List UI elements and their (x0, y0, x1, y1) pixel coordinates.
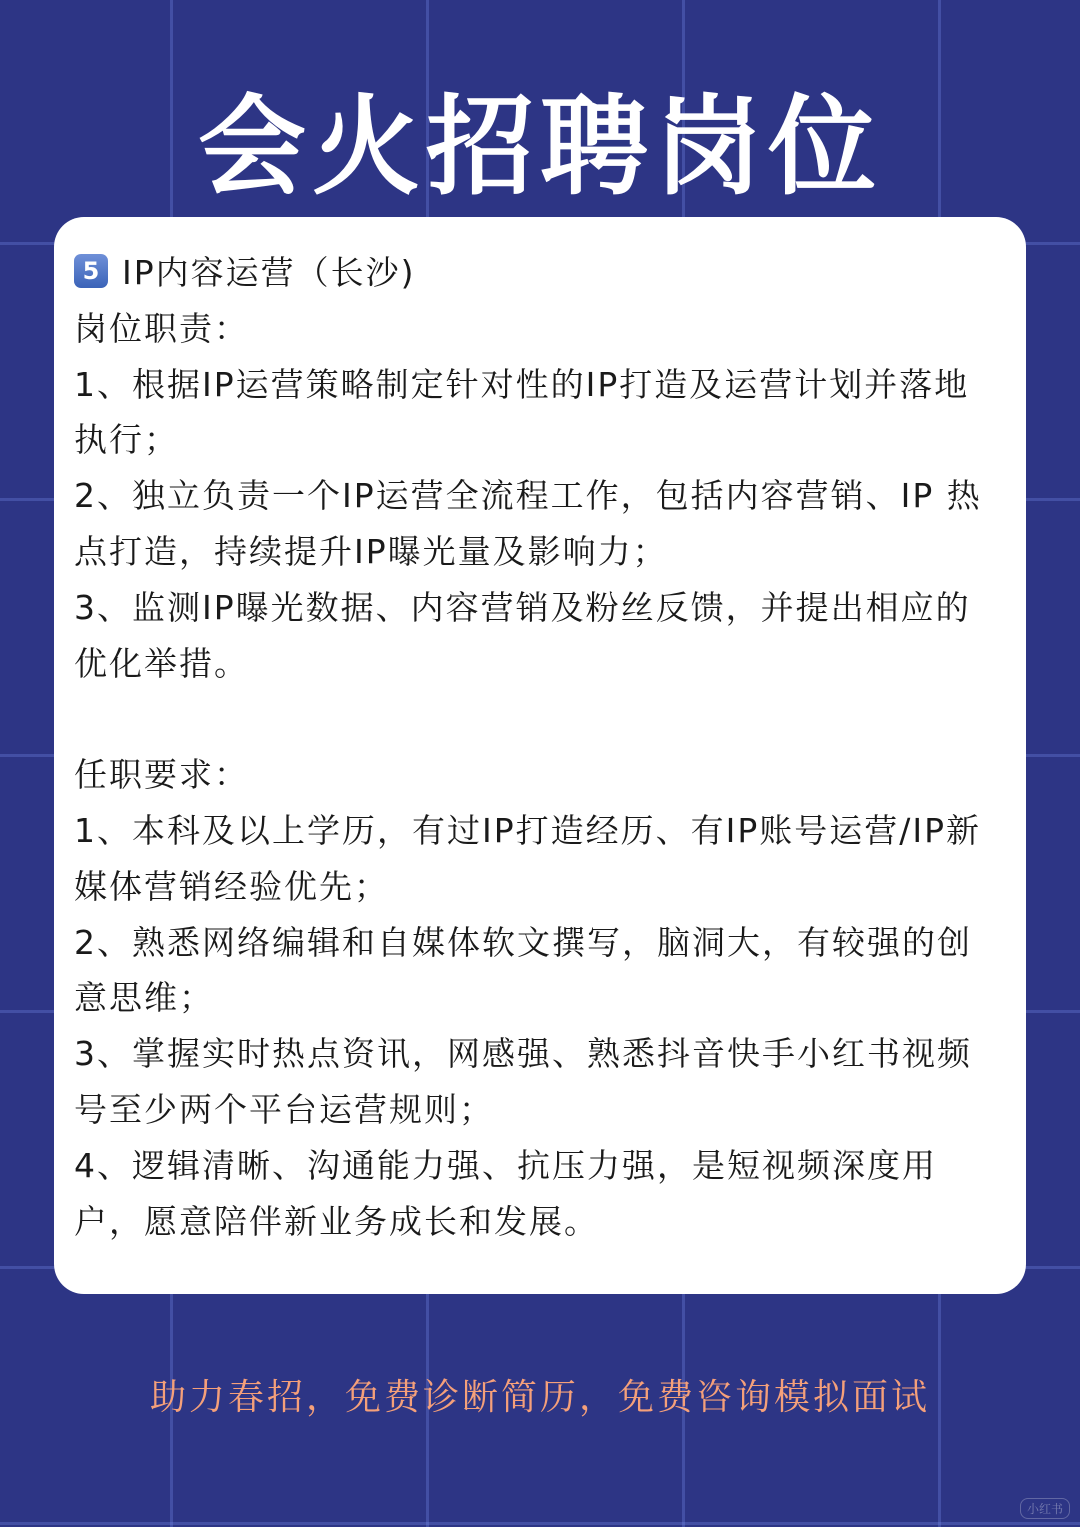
number-badge: 5 (74, 254, 108, 288)
duty-line: 3、监测IP曝光数据、内容营销及粉丝反馈，并提出相应的 (74, 587, 971, 627)
requirement-line: 1、本科及以上学历，有过IP打造经历、有IP账号运营/IP新 (74, 810, 982, 850)
requirement-line: 2、熟悉网络编辑和自媒体软文撰写，脑洞大，有较强的创 (74, 922, 972, 962)
job-post-card (54, 217, 1026, 1294)
requirement-line: 号至少两个平台运营规则； (74, 1089, 494, 1129)
watermark-logo: 小红书 (1020, 1498, 1070, 1519)
requirement-line: 4、逻辑清晰、沟通能力强、抗压力强，是短视频深度用 (74, 1145, 937, 1185)
duty-line: 执行； (74, 420, 179, 460)
requirement-line: 3、掌握实时热点资讯，网感强、熟悉抖音快手小红书视频 (74, 1034, 972, 1074)
duty-line: 2、独立负责一个IP运营全流程工作，包括内容营销、IP 热 (74, 476, 982, 516)
page-title: 会火招聘岗位 (197, 85, 882, 210)
requirement-line: 意思维； (74, 978, 214, 1018)
duty-line: 1、根据IP运营策略制定针对性的IP打造及运营计划并落地 (74, 364, 970, 404)
job-title: IP内容运营（长沙) (122, 253, 416, 292)
duty-line: 优化举措。 (74, 643, 249, 683)
requirement-line: 媒体营销经验优先； (74, 866, 389, 906)
requirements-label: 任职要求： (74, 755, 249, 795)
requirement-line: 户，愿意陪伴新业务成长和发展。 (74, 1201, 599, 1241)
footer-slogan: 助力春招，免费诊断简历，免费咨询模拟面试 (149, 1377, 930, 1418)
spacer (74, 691, 1016, 747)
duties-label: 岗位职责： (74, 308, 249, 348)
duty-line: 点打造，持续提升IP曝光量及影响力； (74, 531, 668, 571)
job-heading (74, 245, 1016, 301)
